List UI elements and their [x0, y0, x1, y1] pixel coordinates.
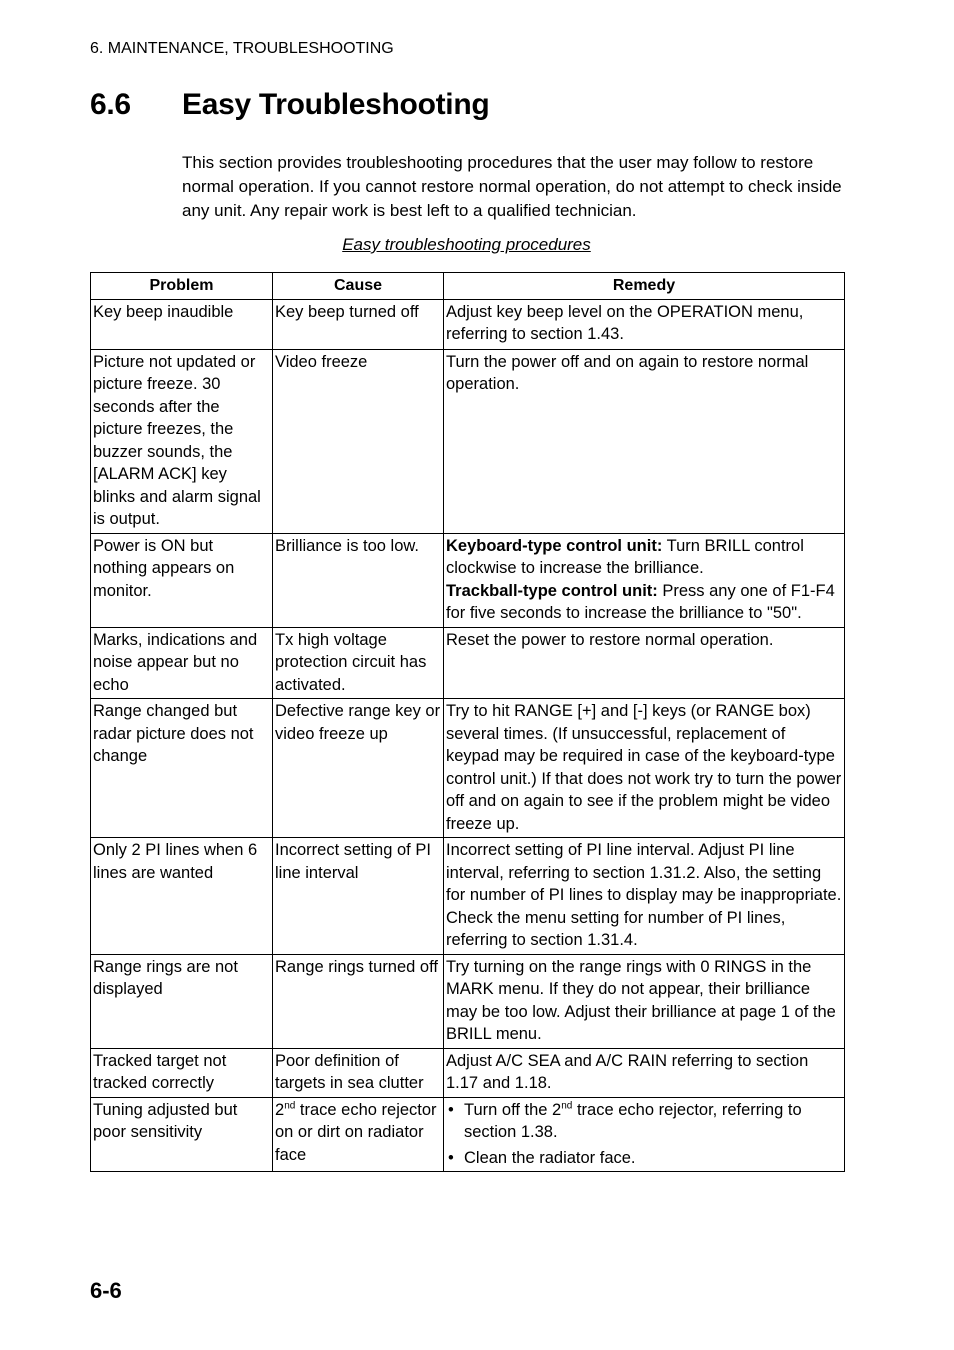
table-row	[91, 1097, 845, 1172]
cause-text-pre: 2	[275, 1100, 285, 1119]
table-caption: Easy troubleshooting procedures	[342, 235, 591, 254]
cause-cell: Key beep turned off	[273, 299, 444, 349]
remedy-bullet-list	[446, 1099, 843, 1170]
remedy-cell: Turn the power off and on again to restore normal operation.	[444, 349, 845, 533]
problem-cell: Key beep inaudible	[91, 299, 273, 349]
remedy-bullet-pre: Turn off the 2	[464, 1100, 562, 1119]
remedy-cell	[444, 533, 845, 627]
remedy-cell: Reset the power to restore normal operation.	[444, 627, 845, 699]
problem-cell: Power is ON but nothing appears on monitor.	[91, 533, 273, 627]
cause-cell: Incorrect setting of PI line interval	[273, 838, 444, 955]
problem-cell: Picture not updated or picture freeze. 30 seconds after the picture freezes, the buzzer sounds, the [ALARM ACK] key blinks and alarm signal is output.	[91, 349, 273, 533]
header-remedy: Remedy	[444, 273, 845, 300]
remedy-bullet-sup: nd	[561, 1100, 573, 1111]
problem-cell: Tracked target not tracked correctly	[91, 1048, 273, 1097]
remedy-cell: Try to hit RANGE [+] and [-] keys (or RANGE box) several times. (If unsuccessful, replacement of keypad may be required in case of the keyboard-type control unit.) If that does not work try to turn the power off and on again to see if the problem might be video freeze up.	[444, 699, 845, 838]
troubleshooting-table	[90, 272, 845, 1172]
table-row	[91, 954, 845, 1048]
problem-cell: Only 2 PI lines when 6 lines are wanted	[91, 838, 273, 955]
table-row	[91, 533, 845, 627]
remedy-label-trackball: Trackball-type control unit:	[446, 581, 658, 600]
cause-cell: Range rings turned off	[273, 954, 444, 1048]
cause-cell	[273, 1097, 444, 1172]
cause-cell: Defective range key or video freeze up	[273, 699, 444, 838]
remedy-text-keyboard: Turn BRILL control clockwise to increase the brilliance.	[446, 536, 804, 577]
table-row	[91, 1048, 845, 1097]
problem-cell: Marks, indications and noise appear but no echo	[91, 627, 273, 699]
table-row	[91, 299, 845, 349]
table-row	[91, 627, 845, 699]
header-problem: Problem	[91, 273, 273, 300]
remedy-bullet: • Clean the radiator face.	[446, 1147, 843, 1170]
remedy-cell: Incorrect setting of PI line interval. Adjust PI line interval, referring to section 1.31.2. Also, the setting for number of PI lines to display may be inappropriate. Check the menu setting for number of PI lines, referring to section 1.31.4.	[444, 838, 845, 955]
cause-text-post: trace echo rejector on or dirt on radiator face	[275, 1100, 437, 1164]
remedy-bullet-post: trace echo rejector, referring to section 1.38.	[464, 1100, 802, 1141]
cause-cell: Video freeze	[273, 349, 444, 533]
table-row	[91, 349, 845, 533]
remedy-bullet	[446, 1099, 843, 1144]
cause-cell: Poor definition of targets in sea clutter	[273, 1048, 444, 1097]
table-header-row	[91, 273, 845, 300]
problem-cell: Tuning adjusted but poor sensitivity	[91, 1097, 273, 1172]
remedy-text-trackball: Press any one of F1-F4 for five seconds to increase the brilliance to "50".	[446, 581, 835, 622]
cause-text-sup: nd	[284, 1100, 296, 1111]
cause-cell: Tx high voltage protection circuit has activated.	[273, 627, 444, 699]
cause-cell: Brilliance is too low.	[273, 533, 444, 627]
remedy-cell	[444, 1097, 845, 1172]
section-title: Easy Troubleshooting	[182, 88, 490, 121]
remedy-cell: Adjust key beep level on the OPERATION menu, referring to section 1.43.	[444, 299, 845, 349]
intro-paragraph: This section provides troubleshooting procedures that the user may follow to restore normal operation. If you cannot restore normal operation, do not attempt to check inside any unit. Any repair work is best left to a qualified technician.	[182, 153, 842, 220]
problem-cell: Range changed but radar picture does not change	[91, 699, 273, 838]
table-row	[91, 838, 845, 955]
remedy-cell: Try turning on the range rings with 0 RINGS in the MARK menu. If they do not appear, their brilliance may be too low. Adjust their brilliance at page 1 of the BRILL menu.	[444, 954, 845, 1048]
header-cause: Cause	[273, 273, 444, 300]
page-number: 6-6	[90, 1278, 122, 1303]
table-row	[91, 699, 845, 838]
remedy-label-keyboard: Keyboard-type control unit:	[446, 536, 663, 555]
running-header: 6. MAINTENANCE, TROUBLESHOOTING	[90, 40, 394, 57]
section-heading	[90, 88, 489, 122]
section-number: 6.6	[90, 88, 131, 121]
remedy-cell: Adjust A/C SEA and A/C RAIN referring to section 1.17 and 1.18.	[444, 1048, 845, 1097]
problem-cell: Range rings are not displayed	[91, 954, 273, 1048]
